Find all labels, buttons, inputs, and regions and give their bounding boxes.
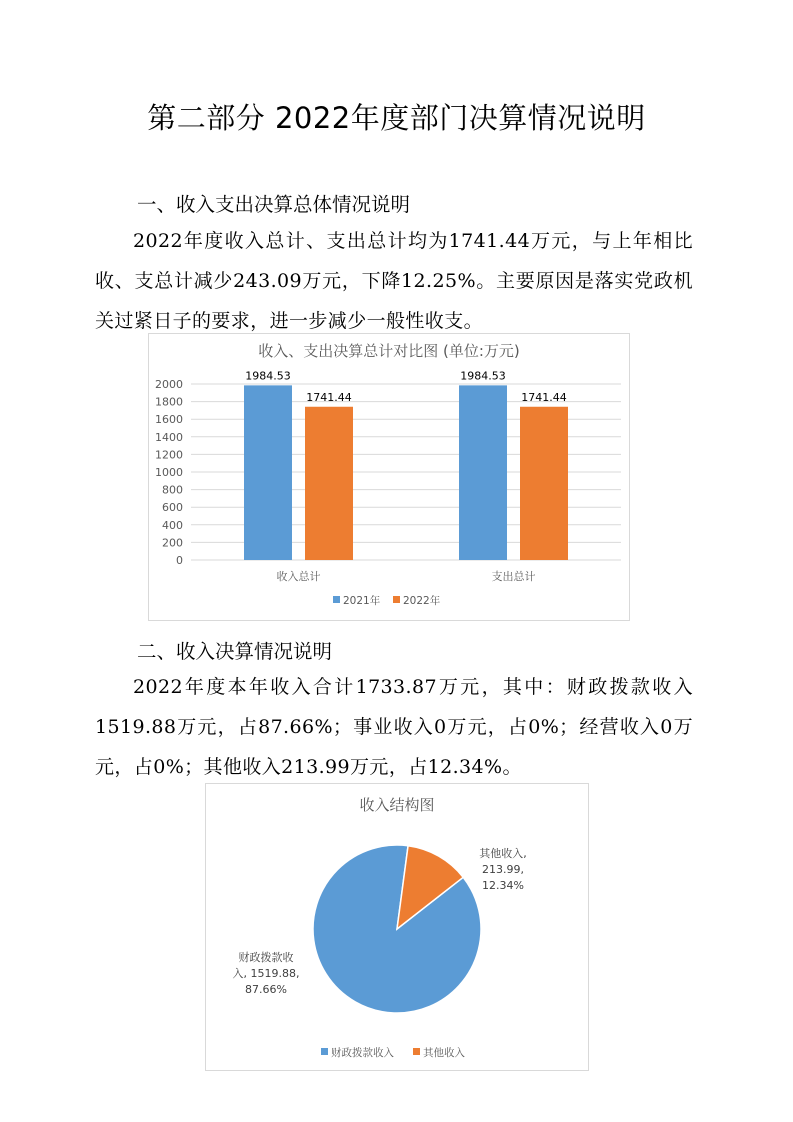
- pie-chart: [206, 784, 588, 1070]
- y-tick-label: 400: [162, 518, 183, 532]
- bar-chart-title: 收入、支出决算总计对比图 (单位:万元): [258, 342, 520, 360]
- legend-label: 其他收入: [423, 1047, 465, 1059]
- legend-label: 财政拨款收入: [331, 1047, 394, 1059]
- x-tick-label: 支出总计: [491, 570, 536, 583]
- legend-label: 2021年: [343, 595, 381, 607]
- legend-swatch: [321, 1048, 328, 1055]
- y-tick-label: 1600: [155, 413, 183, 427]
- y-tick-label: 2000: [155, 378, 183, 391]
- y-tick-label: 600: [162, 501, 183, 515]
- y-tick-label: 1000: [155, 466, 183, 479]
- data-label: 1984.53: [460, 369, 506, 383]
- bar: [305, 407, 353, 560]
- bar: [459, 385, 507, 560]
- pie-data-label: 213.99,: [482, 863, 524, 876]
- section1-heading: 一、收入支出决算总体情况说明: [137, 193, 411, 216]
- data-label: 1741.44: [306, 390, 352, 404]
- page-title: 第二部分 2022年度部门决算情况说明: [147, 101, 646, 135]
- data-label: 1741.44: [521, 390, 567, 404]
- legend-label: 2022年: [403, 595, 441, 607]
- pie-chart-title: 收入结构图: [359, 796, 435, 814]
- bar: [520, 407, 568, 560]
- legend-swatch: [413, 1048, 420, 1055]
- y-tick-label: 1800: [155, 395, 183, 409]
- y-tick-label: 0: [176, 554, 183, 567]
- bar: [244, 385, 292, 560]
- data-label: 1984.53: [245, 369, 291, 383]
- pie-data-label: 87.66%: [245, 983, 287, 996]
- section2-paragraph: 2022年度本年收入合计1733.87万元，其中：财政拨款收入1519.88万元，占87.66%；事业收入0万元，占0%；经营收入0万元，占0%；其他收入213.99万元，占12.34%。: [95, 676, 693, 778]
- pie-data-label: 入, 1519.88,: [232, 967, 300, 980]
- pie-data-label: 财政拨款收: [238, 951, 294, 964]
- pie-chart-container: [205, 783, 589, 1071]
- bar-chart-container: [148, 333, 630, 621]
- bar-chart: [149, 334, 629, 620]
- legend-swatch: [333, 596, 340, 603]
- pie-data-label: 12.34%: [482, 879, 524, 892]
- pie-data-label: 其他收入,: [479, 847, 527, 860]
- x-tick-label: 收入总计: [276, 570, 321, 583]
- y-tick-label: 1200: [155, 448, 183, 462]
- legend-swatch: [393, 596, 400, 603]
- y-tick-label: 1400: [155, 430, 183, 444]
- section1-paragraph: 2022年度收入总计、支出总计均为1741.44万元，与上年相比收、支总计减少243.09万元，下降12.25%。主要原因是落实党政机关过紧日子的要求，进一步减少一般性收支。: [95, 230, 693, 332]
- y-tick-label: 800: [162, 483, 183, 497]
- section2-heading: 二、收入决算情况说明: [137, 640, 333, 663]
- y-tick-label: 200: [162, 536, 183, 550]
